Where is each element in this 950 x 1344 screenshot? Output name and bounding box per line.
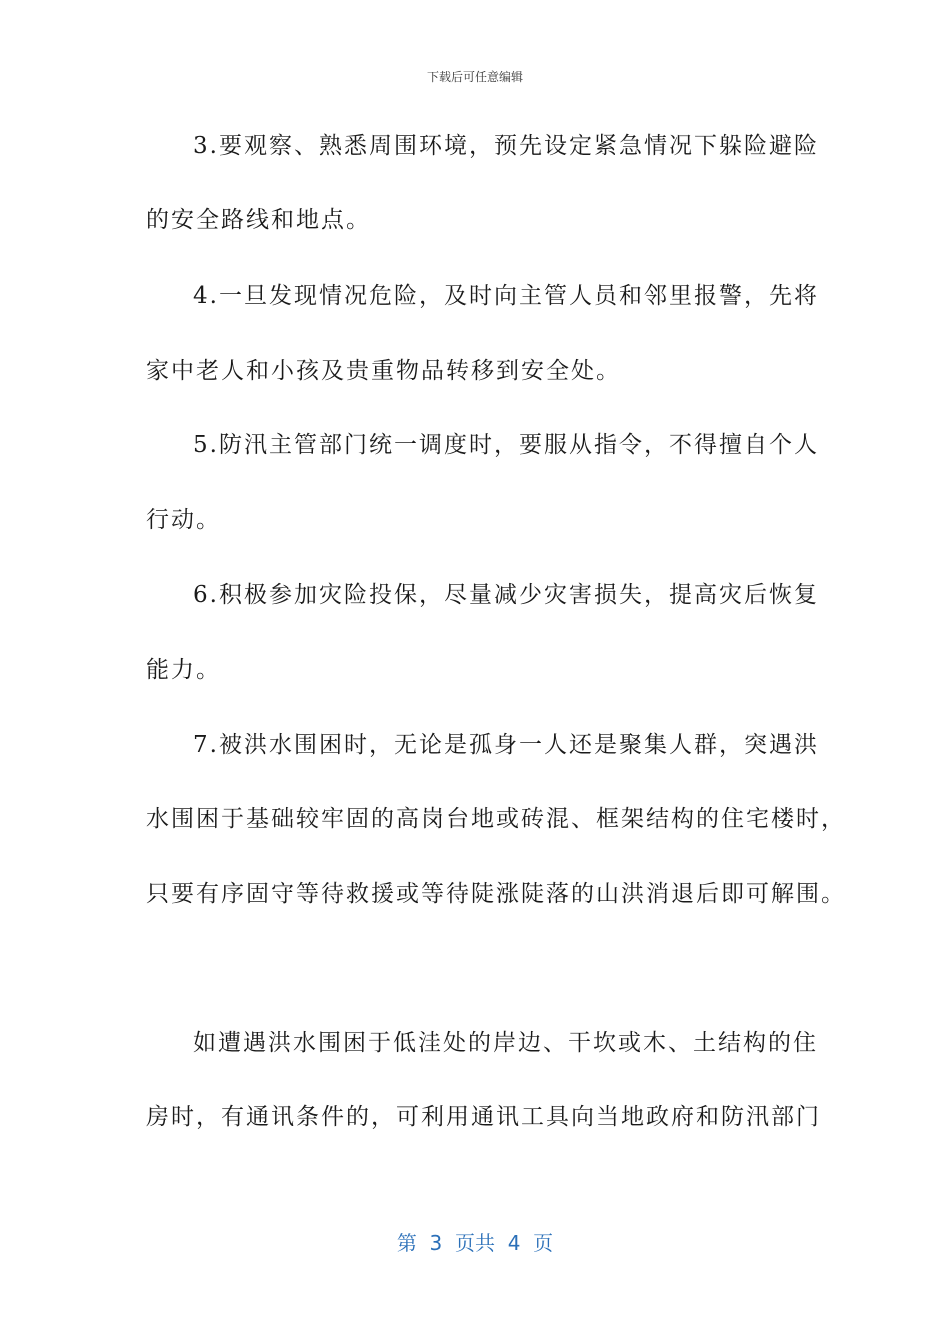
paragraph-line: 6.积极参加灾险投保，尽量减少灾害损失，提高灾后恢复	[193, 582, 819, 608]
paragraph-line: 只要有序固守等待救援或等待陡涨陡落的山洪消退后即可解围。	[146, 881, 846, 907]
paragraph-line: 水围困于基础较牢固的高岗台地或砖混、框架结构的住宅楼时，	[146, 806, 846, 832]
paragraph-line: 7.被洪水围困时，无论是孤身一人还是聚集人群，突遇洪	[193, 732, 819, 758]
paragraph-line: 的安全路线和地点。	[146, 207, 371, 233]
paragraph-line: 行动。	[146, 507, 221, 533]
paragraph-line: 5.防汛主管部门统一调度时，要服从指令，不得擅自个人	[193, 432, 819, 458]
paragraph-line: 如遭遇洪水围困于低洼处的岸边、干坎或木、土结构的住	[193, 1030, 818, 1056]
page-number-footer: 第 3 页共 4 页	[396, 1231, 554, 1255]
paragraph-line: 3.要观察、熟悉周围环境，预先设定紧急情况下躲险避险	[193, 133, 819, 159]
paragraph-line: 能力。	[146, 657, 221, 683]
paragraph-line: 房时，有通讯条件的，可利用通讯工具向当地政府和防汛部门	[146, 1104, 821, 1130]
paragraph-line: 4.一旦发现情况危险，及时向主管人员和邻里报警，先将	[193, 283, 819, 309]
header-note: 下载后可任意编辑	[426, 70, 523, 84]
paragraph-line: 家中老人和小孩及贵重物品转移到安全处。	[146, 358, 621, 384]
